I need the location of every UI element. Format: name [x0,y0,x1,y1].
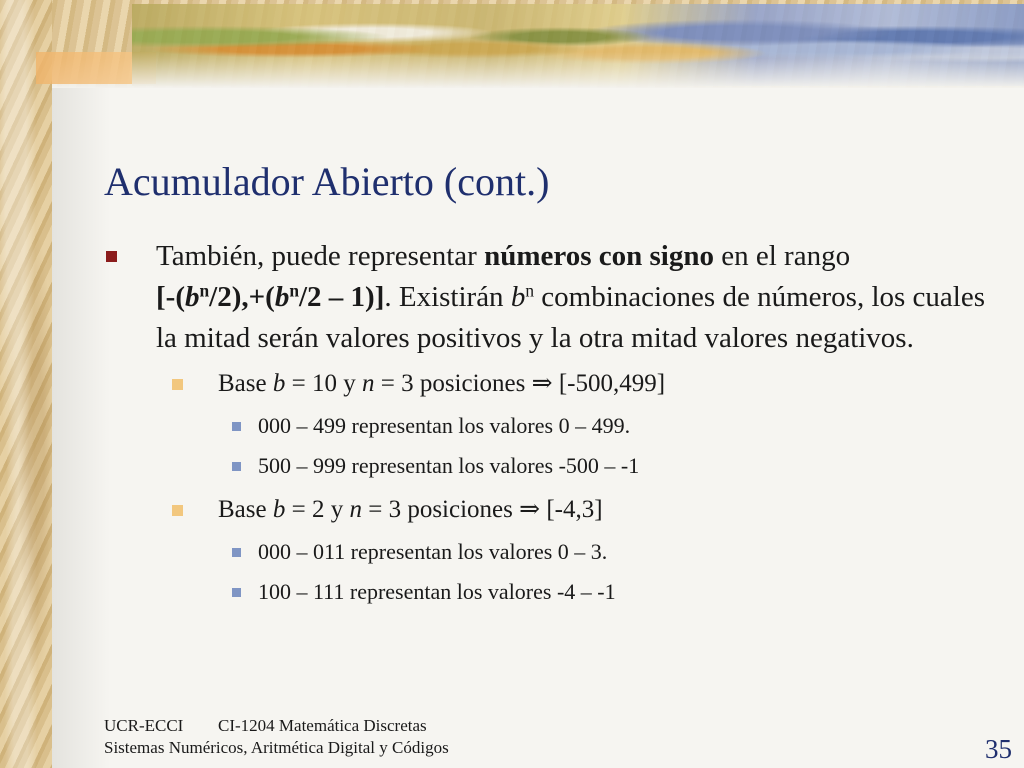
square-bullet-icon [232,548,241,557]
text: /2 – 1)] [298,281,385,313]
bullet-level2-base10 [104,367,1004,401]
square-bullet-icon [232,588,241,597]
text: 500 – 999 representan los valores -500 – -1 [258,453,640,478]
bullet-level3 [104,451,1004,481]
range-expression [156,281,384,313]
text: = 10 y [285,370,362,397]
footer-org: UCR-ECCI [104,716,184,735]
exponent: n [525,280,535,301]
bullet-level3 [104,577,1004,607]
square-bullet-icon [172,505,183,516]
footer-line1 [104,715,449,737]
bullet-level3 [104,537,1004,567]
square-bullet-icon [172,379,183,390]
text: combinaciones de números, los cuales la mitad serán valores positivos y la otra mitad valores negativos. [156,281,986,354]
slide-title: Acumulador Abierto (cont.) [104,159,550,204]
exponent: n [199,280,210,301]
text: en el rango [713,240,851,272]
exponent: n [289,280,299,301]
variable: b [272,370,286,397]
text: = 3 posiciones [374,370,532,397]
text: = 3 posiciones [361,496,520,523]
implies-arrow-icon: ⇒ [531,370,553,397]
variable: b [184,281,200,313]
bullet-level3 [104,411,1004,441]
text: /2),+( [209,281,275,313]
variable: b [272,496,286,523]
variable: n [361,370,375,397]
variable: b [274,281,290,313]
square-bullet-icon [106,251,117,262]
text: También, puede representar [156,240,485,272]
variable: b [510,281,526,313]
decorative-collage-banner [132,4,1024,86]
text: Base [218,370,273,397]
footer-subtitle: Sistemas Numéricos, Aritmética Digital y Códigos [104,738,449,757]
text: = 2 y [285,496,350,523]
slide-footer [104,715,449,759]
bullet-level2-base2 [104,493,1004,527]
text: [-500,499] [552,370,666,397]
text: 000 – 499 representan los valores 0 – 499. [258,413,631,438]
square-bullet-icon [232,462,241,471]
text: Base [218,496,273,523]
text: [-( [156,281,185,313]
square-bullet-icon [232,422,241,431]
text: . Existirán [384,281,511,313]
bullet-level1 [104,236,1006,359]
page-number: 35 [985,734,1012,764]
text: 000 – 011 representan los valores 0 – 3. [258,539,608,564]
text: [-4,3] [540,496,603,523]
implies-arrow-icon: ⇒ [519,496,541,523]
text: 100 – 111 representan los valores -4 – -1 [258,579,616,604]
bold-text: números con signo [484,240,714,272]
variable: n [349,496,362,523]
background-texture-left [0,0,52,768]
footer-course: CI-1204 Matemática Discretas [218,716,427,735]
slide-content [104,236,1004,607]
